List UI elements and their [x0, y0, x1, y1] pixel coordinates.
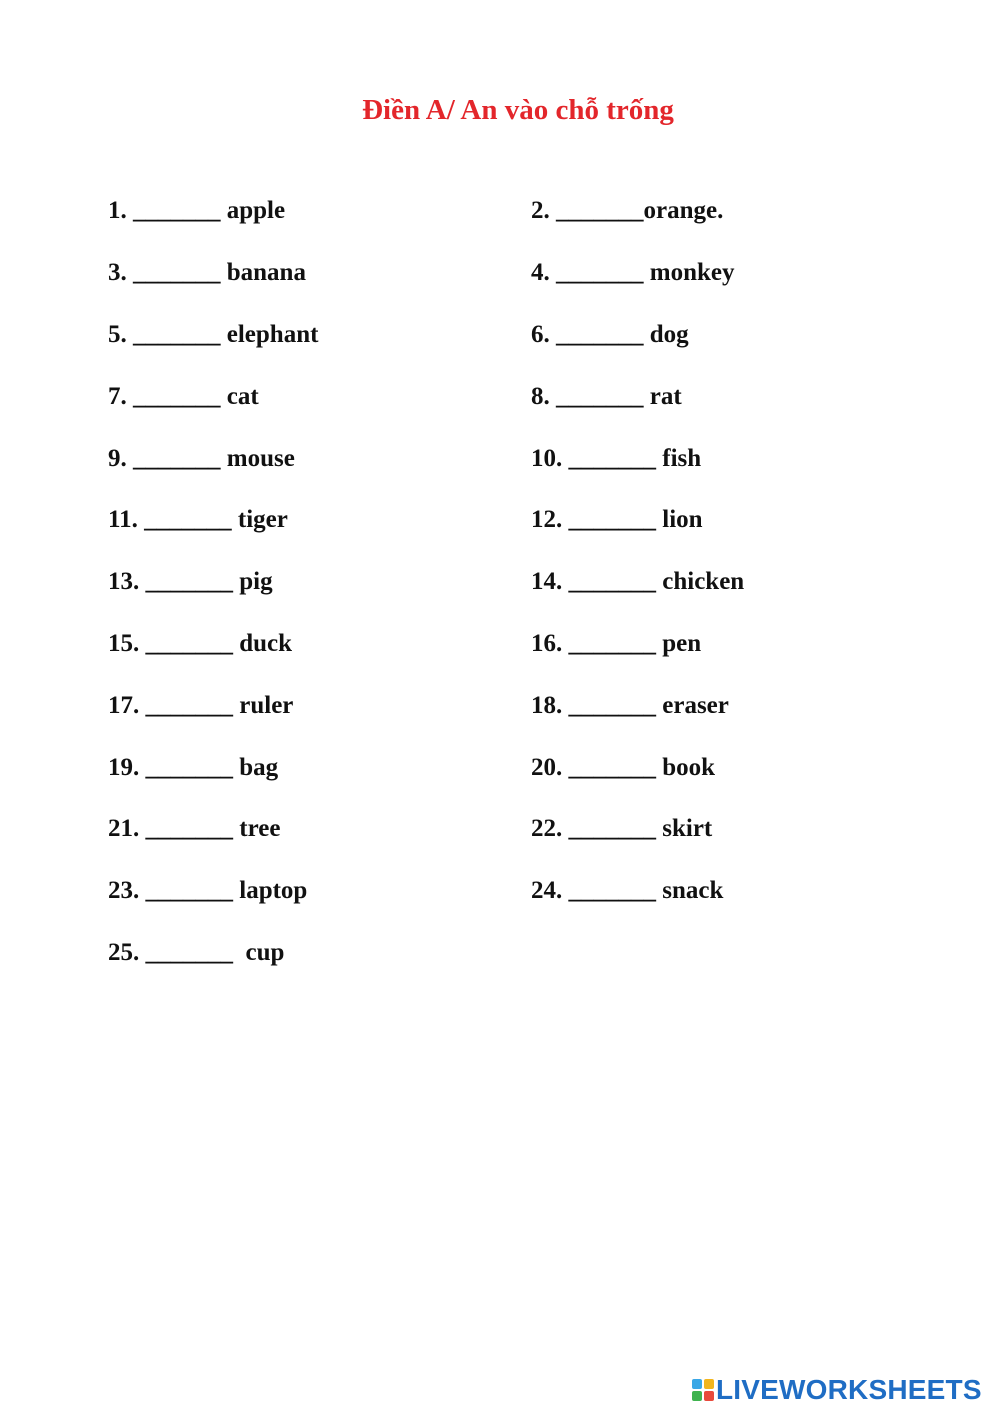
exercise-item-16: 16. _______ pen	[531, 630, 702, 657]
liveworksheets-logo-icon	[692, 1379, 714, 1401]
exercise-item-18: 18. _______ eraser	[531, 692, 729, 719]
exercise-item-10: 10. _______ fish	[531, 445, 702, 472]
exercise-item-9: 9. _______ mouse	[108, 445, 295, 472]
exercise-item-25: 25. _______ cup	[108, 939, 285, 966]
exercise-item-19: 19. _______ bag	[108, 754, 279, 781]
exercise-item-4: 4. _______ monkey	[531, 259, 735, 286]
exercise-item-1: 1. _______ apple	[108, 197, 286, 224]
exercise-item-15: 15. _______ duck	[108, 630, 293, 657]
exercise-item-2: 2. _______orange.	[531, 197, 724, 224]
exercise-item-13: 13. _______ pig	[108, 568, 273, 595]
worksheet-title: Điền A/ An vào chỗ trống	[362, 94, 674, 126]
exercise-item-7: 7. _______ cat	[108, 383, 259, 410]
exercise-item-14: 14. _______ chicken	[531, 568, 745, 595]
exercise-item-17: 17. _______ ruler	[108, 692, 294, 719]
exercise-item-5: 5. _______ elephant	[108, 321, 319, 348]
exercise-item-21: 21. _______ tree	[108, 815, 281, 842]
exercise-item-6: 6. _______ dog	[531, 321, 689, 348]
exercise-item-24: 24. _______ snack	[531, 877, 724, 904]
exercise-item-20: 20. _______ book	[531, 754, 716, 781]
exercise-item-12: 12. _______ lion	[531, 506, 703, 533]
exercise-item-8: 8. _______ rat	[531, 383, 682, 410]
exercise-item-11: 11. _______ tiger	[108, 506, 288, 533]
exercise-item-3: 3. _______ banana	[108, 259, 306, 286]
liveworksheets-logo-text: LIVEWORKSHEETS	[716, 1374, 982, 1405]
exercise-item-23: 23. _______ laptop	[108, 877, 308, 904]
liveworksheets-logo	[692, 1373, 982, 1407]
exercise-item-22: 22. _______ skirt	[531, 815, 713, 842]
